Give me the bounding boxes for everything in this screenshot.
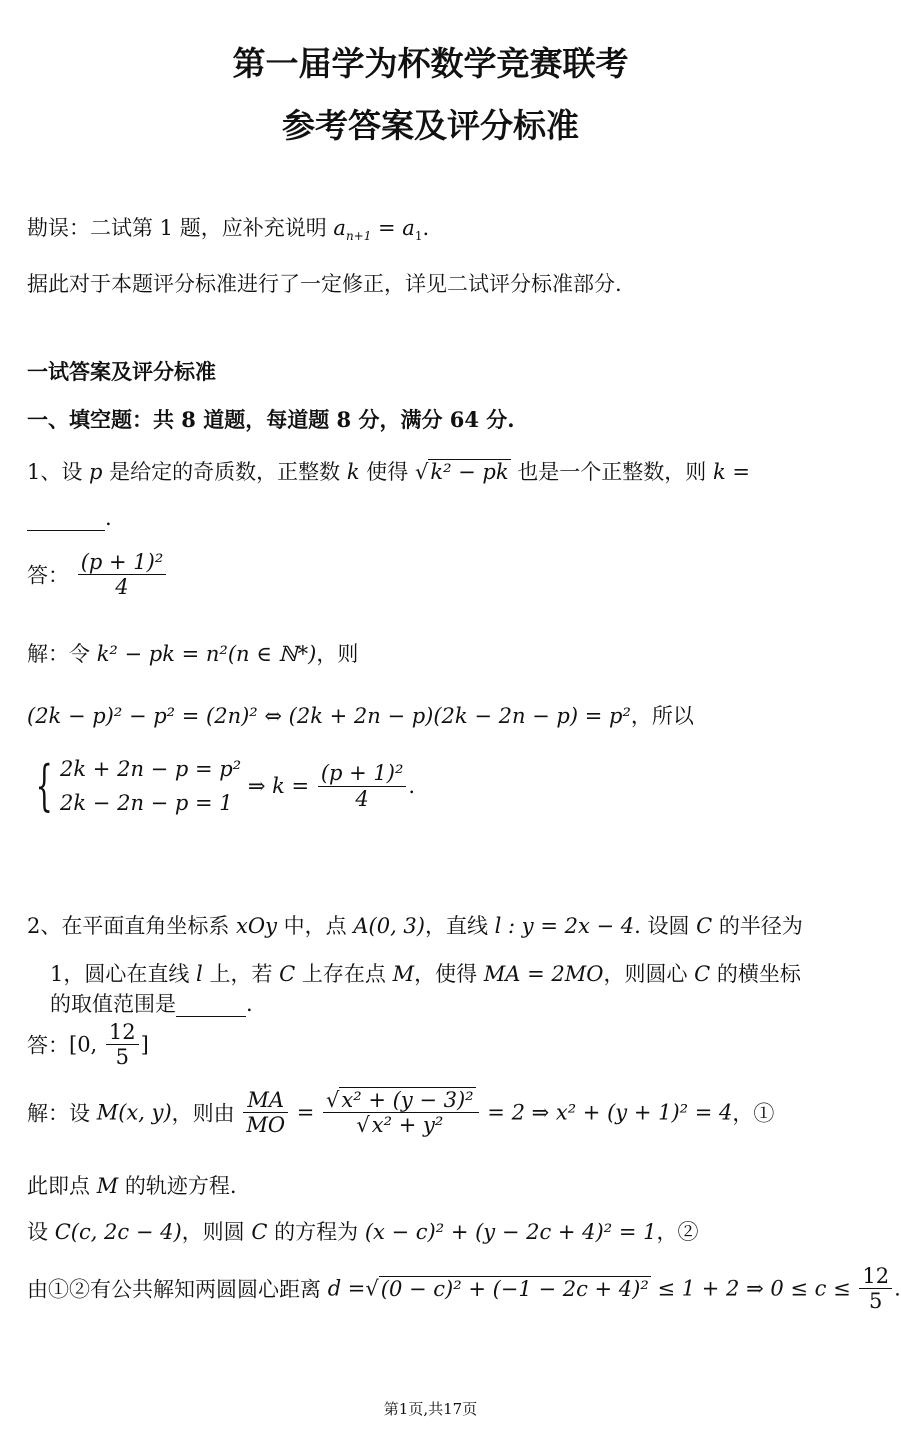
erratum-line-1: 勘误：二试第 1 题，应补充说明 $a_{n+1} = a_1$. [27, 216, 430, 244]
q1-stem: 1、设 p 是给定的奇质数，正整数 k 使得 √k² − pk 也是一个正整数，则 k = [27, 460, 750, 484]
page-subtitle: 参考答案及评分标准 [282, 106, 579, 145]
q2-stem-line-3: 的取值范围是 . [50, 992, 253, 1016]
q1-solution-line-1: 解：令 k² − pk = n²(n ∈ ℕ*)，则 [27, 642, 359, 666]
section-heading: 一试答案及评分标准 [27, 359, 216, 384]
answer-blank [176, 992, 246, 1017]
q2-locus: 此即点 M 的轨迹方程. [27, 1174, 237, 1198]
sqrt-symbol: √ [326, 1088, 340, 1112]
ratio-fraction: $\frac{MA}{MO}$ [243, 1088, 288, 1137]
answer-blank [27, 506, 105, 531]
sqrt-symbol: √ [365, 1276, 379, 1301]
q2-circle-equation: 设 C(c, 2c − 4)，则圆 C 的方程为 (x − c)² + (y − 2c + 4)² = 1，② [27, 1220, 699, 1244]
answer-fraction: $\frac{12}{5}$ [106, 1020, 139, 1069]
left-brace: { [35, 754, 53, 817]
q2-solution-line-1: 解：设 M(x, y)，则由 $\frac{MA}{MO}$ = $\frac{\text{√x² + (y − 3)²}}{\text{√x² + y²}}$ = 2 ⇒ x² + (y + 1)² = 4，① [27, 1088, 775, 1138]
distance-ratio-fraction: $\frac{\text{√x² + (y − 3)²}}{\text{√x² + y²}}$ [323, 1088, 479, 1137]
q1-blank: . [27, 506, 112, 531]
section-subheading: 一、填空题：共 8 道题，每道题 8 分，满分 64 分. [27, 407, 515, 432]
q2-stem-line-1: 2、在平面直角坐标系 xOy 中，点 A(0, 3)，直线 l : y = 2x − 4. 设圆 C 的半径为 [27, 914, 803, 938]
q1-system: { 2k + 2n − p = p² 2k − 2n − p = 1 ⇒ k = $\frac{\text{(p + 1)²}}{4}$ . [35, 754, 416, 817]
sqrt-symbol: √ [356, 1113, 370, 1138]
sqrt-symbol: √ [414, 460, 429, 484]
erratum-line-2: 据此对于本题评分标准进行了一定修正，详见二试评分标准部分. [27, 272, 622, 296]
q2-stem-line-2: 1，圆心在直线 l 上，若 C 上存在点 M，使得 MA = 2MO，则圆心 C 的横坐标 [50, 962, 801, 986]
page-title: 第一届学为杯数学竞赛联考 [232, 44, 629, 83]
q1-answer: 答： $\frac{\text{(p + 1)²}}{4}$ [27, 550, 168, 599]
q2-answer: 答：[0, $\frac{12}{5}$ ] [27, 1020, 149, 1070]
page-number: 第1页,共17页 [383, 1400, 478, 1418]
q2-distance: 由①②有公共解知两圆圆心距离 d =√(0 − c)² + (−1 − 2c + 4)² ≤ 1 + 2 ⇒ 0 ≤ c ≤ $\frac{12}{5}$ . [27, 1264, 901, 1314]
bound-fraction: $\frac{12}{5}$ [859, 1264, 892, 1313]
answer-fraction: $\frac{\text{(p + 1)²}}{4}$ [78, 550, 167, 599]
q1-solution-line-2: (2k − p)² − p² = (2n)² ⇔ (2k + 2n − p)(2k − 2n − p) = p²，所以 [27, 704, 694, 728]
system-fraction: $\frac{\text{(p + 1)²}}{4}$ [318, 761, 407, 810]
